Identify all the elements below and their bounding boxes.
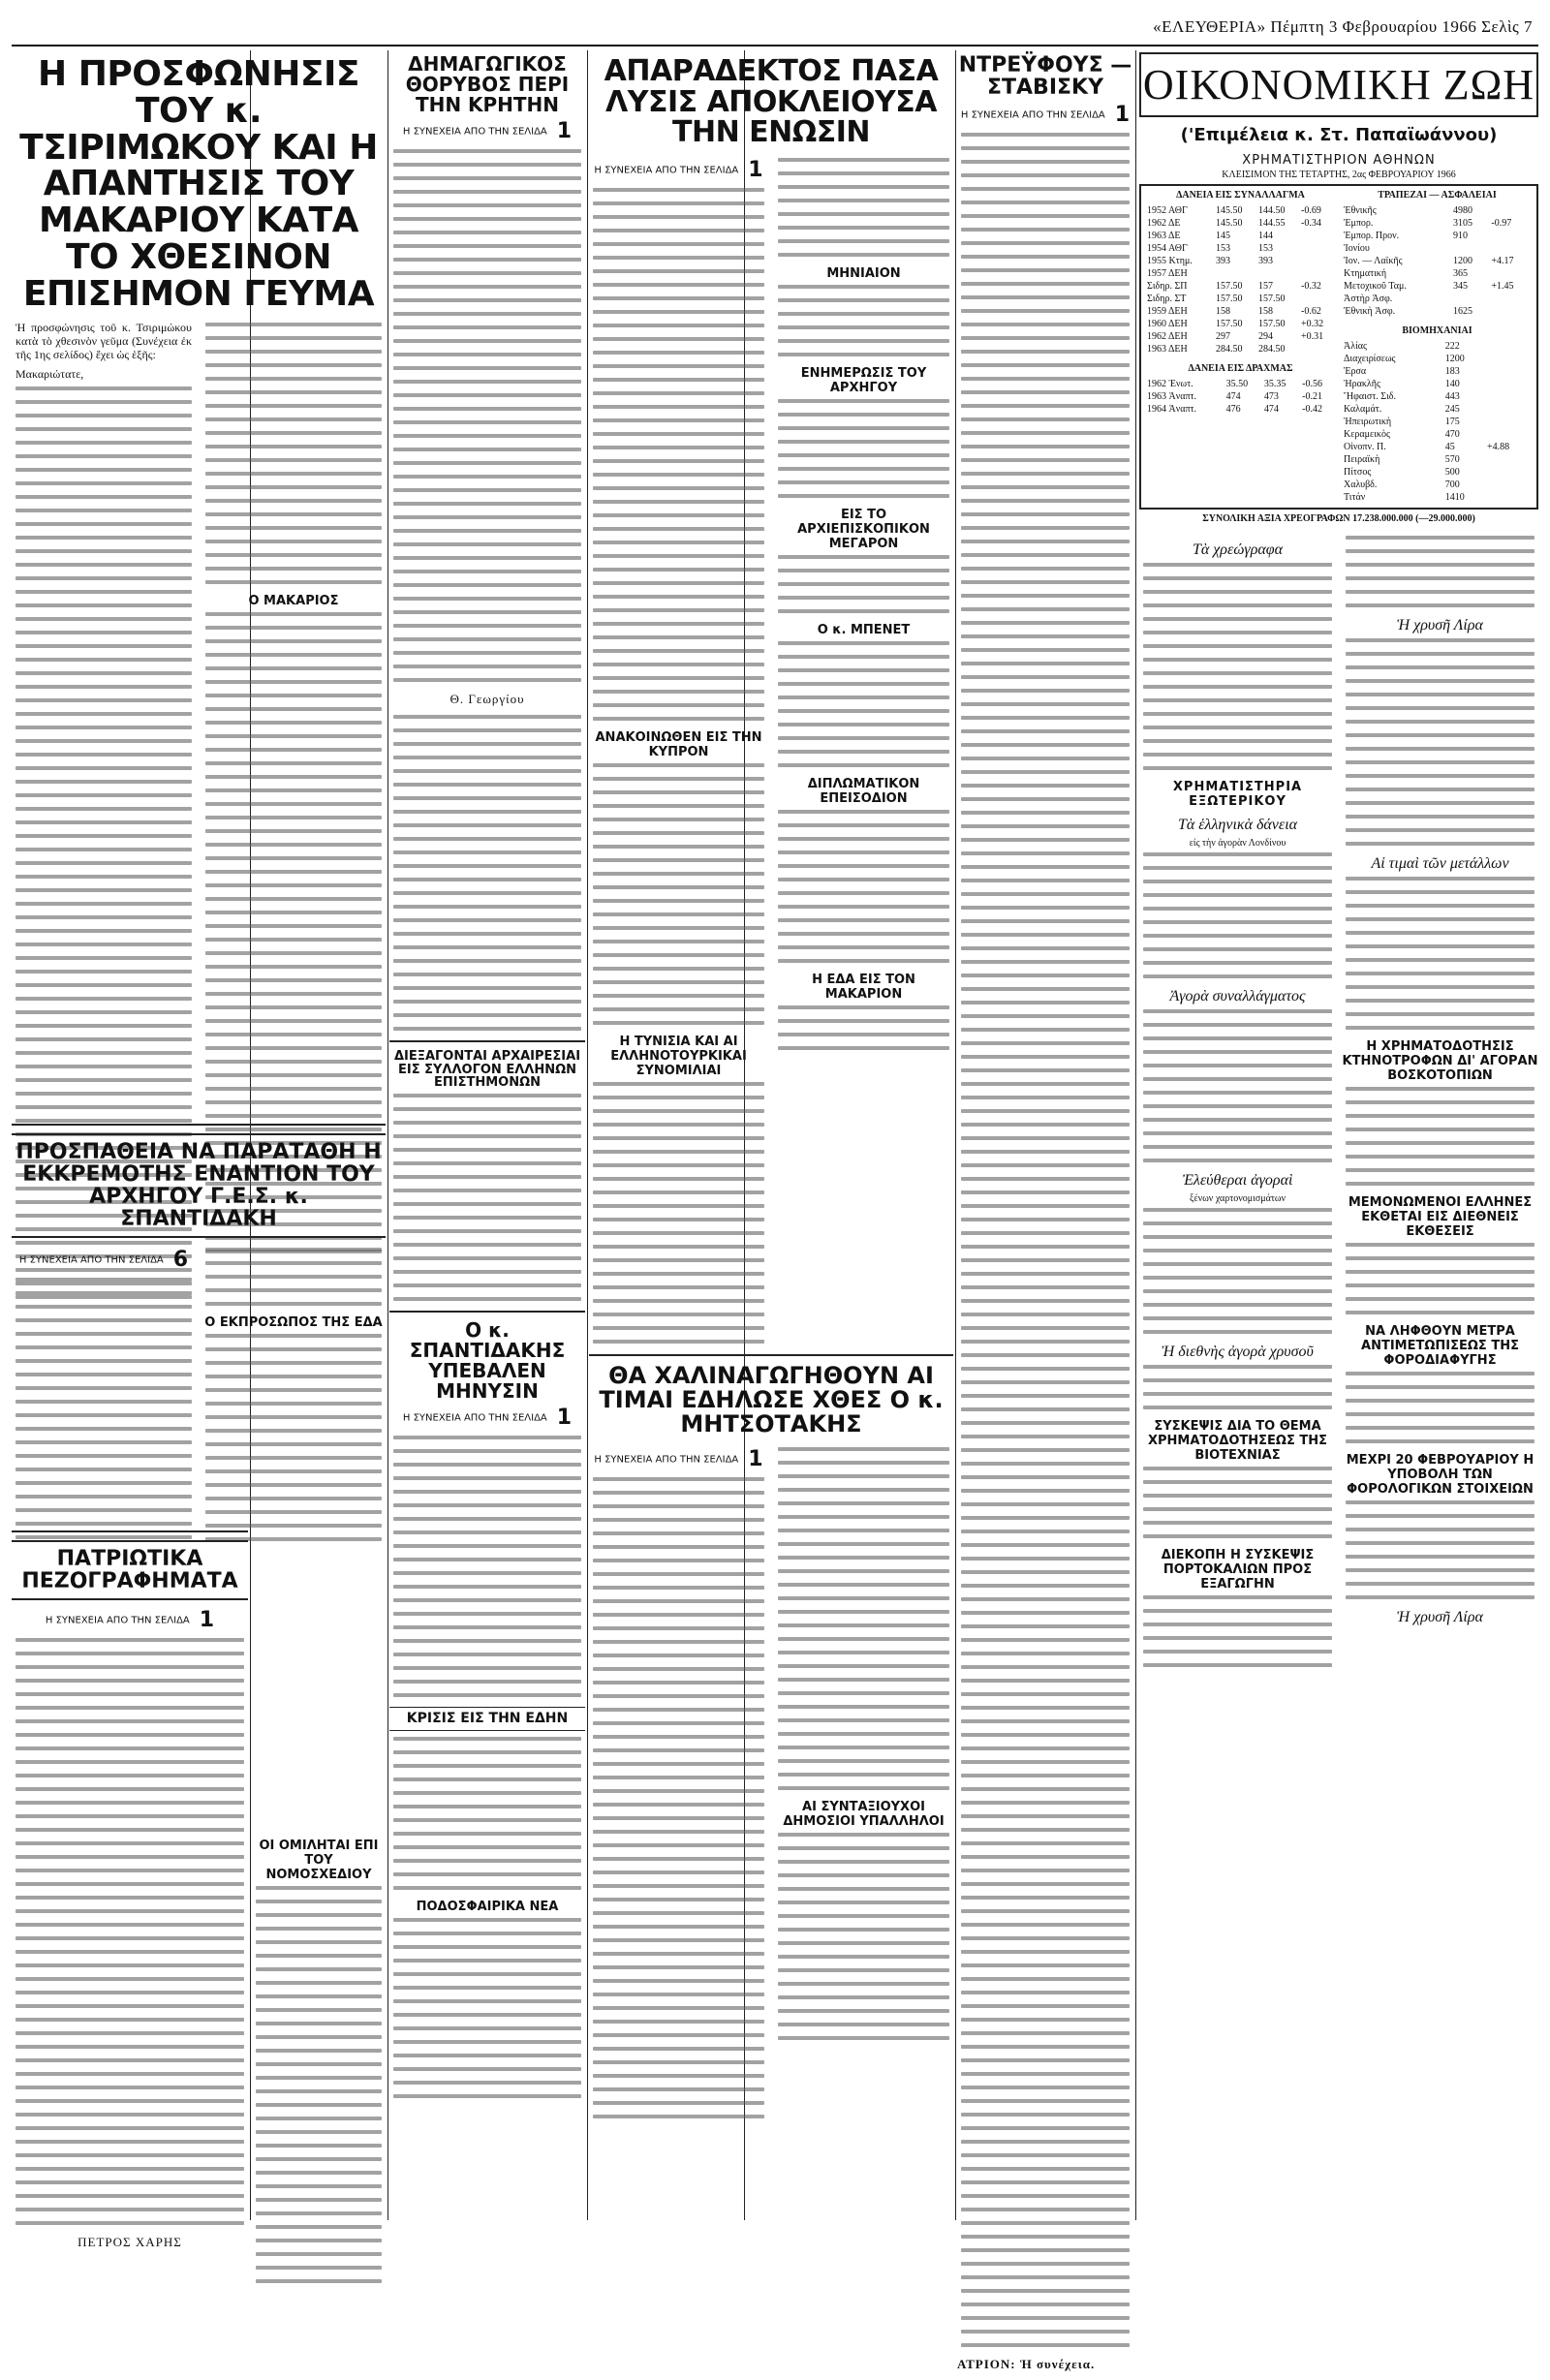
subheading: ΝΑ ΛΗΦΘΟΥΝ ΜΕΤΡΑ ΑΝΤΙΜΕΤΩΠΙΣΕΩΣ ΤΗΣ ΦΟΡΟΔΙΑΦΥΓΗΣ xyxy=(1361,1324,1519,1368)
table-cell: 35.50 xyxy=(1225,379,1249,389)
table-cell xyxy=(1485,491,1533,504)
table-cell: 45 xyxy=(1444,442,1455,452)
table-cell: 1963 ΔΕ xyxy=(1147,231,1181,241)
table-cell: 157.50 xyxy=(1258,294,1286,304)
table-cell: 145 xyxy=(1216,231,1231,241)
body-text xyxy=(1346,1372,1534,1443)
table-cell: 1964 Ἀναπτ. xyxy=(1147,404,1197,415)
to-be-continued: ΑΤΡΙΟΝ: Ἡ συνέχεια. xyxy=(957,2357,1096,2372)
body-text xyxy=(778,1833,949,2040)
body-text xyxy=(778,641,949,767)
table-row xyxy=(1342,491,1533,504)
loans-drachma-table xyxy=(1145,378,1336,416)
table-row xyxy=(1145,390,1336,403)
subheading-monthly: ΜΗΝΙΑΙΟΝ xyxy=(826,265,901,281)
subheading: ΜΕΜΟΝΩΜΕΝΟΙ ΕΛΛΗΝΕΣ ΕΚΘΕΤΑΙ ΕΙΣ ΔΙΕΘΝΕΙΣ ΕΚΘΕΣΕΙΣ xyxy=(1348,1195,1533,1239)
table-cell xyxy=(1451,293,1489,305)
table-row xyxy=(1342,217,1533,230)
author-signature: Θ. Γεωργίου xyxy=(450,692,525,706)
table-cell: 158 xyxy=(1258,306,1274,317)
body-text xyxy=(205,323,382,584)
table-cell: Σιδηρ. ΣΤ xyxy=(1147,294,1187,304)
table-cell: 1955 Κτημ. xyxy=(1147,256,1193,266)
table-cell: 1962 Ἑνωτ. xyxy=(1147,379,1194,389)
table-cell: -0.69 xyxy=(1301,205,1321,216)
table-row xyxy=(1342,441,1533,453)
table-cell xyxy=(1485,416,1533,428)
table-row xyxy=(1145,403,1336,416)
story-dreyfus xyxy=(957,50,1133,2380)
table-row xyxy=(1342,293,1533,305)
body-text xyxy=(1346,1243,1534,1314)
table-cell: 284.50 xyxy=(1216,344,1243,355)
table-cell: 294 xyxy=(1258,331,1274,342)
body-text xyxy=(961,133,1130,2347)
body-text xyxy=(778,1005,949,1050)
body-text xyxy=(1143,1208,1332,1334)
table-row xyxy=(1145,305,1336,318)
table-cell xyxy=(1489,242,1533,255)
table-row xyxy=(1342,378,1533,390)
table-row xyxy=(1342,365,1533,378)
body-text xyxy=(778,1447,949,1790)
table-row xyxy=(1342,479,1533,491)
table-cell: 1952 ΑΘΓ xyxy=(1147,205,1188,216)
table-row xyxy=(1145,204,1336,217)
table-row xyxy=(1342,453,1533,466)
table-cell xyxy=(1485,390,1533,403)
subheading-bennett: Ο κ. ΜΠΕΝΕΤ xyxy=(817,622,911,637)
body-text xyxy=(778,399,949,498)
subheading-football: ΠΟΔΟΣΦΑΙΡΙΚΑ ΝΕΑ xyxy=(416,1899,559,1914)
table-cell: 1962 ΔΕΗ xyxy=(1147,331,1188,342)
table-row xyxy=(1145,255,1336,267)
table-cell: Διαχειρίσεως xyxy=(1344,354,1396,364)
table-cell: 245 xyxy=(1444,404,1460,415)
table-cell: +0.31 xyxy=(1301,331,1324,342)
table-cell xyxy=(1299,242,1336,255)
body-text xyxy=(778,285,949,356)
table-row xyxy=(1145,378,1336,390)
table-cell: +4.17 xyxy=(1491,256,1514,266)
table-cell: 345 xyxy=(1453,281,1469,292)
table-row xyxy=(1342,242,1533,255)
table-cell: +4.88 xyxy=(1487,442,1510,452)
table-row xyxy=(1342,403,1533,416)
table-cell: Ἐμπορ. xyxy=(1344,218,1374,229)
table-cell: 144.50 xyxy=(1258,205,1286,216)
table-title: ΔΑΝΕΙΑ ΕΙΣ ΔΡΑΧΜΑΣ xyxy=(1188,363,1293,374)
table-cell: 157 xyxy=(1258,281,1274,292)
table-cell: Ἀστὴρ Ἀσφ. xyxy=(1344,294,1393,304)
body-text xyxy=(393,1737,581,1890)
table-row xyxy=(1342,204,1533,217)
table-cell xyxy=(1485,340,1533,353)
table-cell: Οἰνοπν. Π. xyxy=(1344,442,1386,452)
table-row xyxy=(1342,230,1533,242)
body-text xyxy=(593,1477,764,2118)
body-text xyxy=(393,149,581,682)
story-crete xyxy=(389,50,585,2108)
headline: Ο κ. ΣΠΑΝΤΙΔΑΚΗΣ ΥΠΕΒΑΛΕΝ ΜΗΝΥΣΙΝ xyxy=(409,1317,566,1403)
table-cell: 175 xyxy=(1444,417,1460,427)
table-cell: 157.50 xyxy=(1216,319,1243,329)
body-text xyxy=(1346,638,1534,846)
table-cell: 393 xyxy=(1216,256,1231,266)
table-cell: 3105 xyxy=(1453,218,1473,229)
table-cell: Ἡπειρωτικὴ xyxy=(1344,417,1392,427)
body-text xyxy=(1346,877,1534,1030)
table-cell: 500 xyxy=(1444,467,1460,478)
author-signature: ΠΕΤΡΟΣ ΧΑΡΗΣ xyxy=(78,2235,182,2250)
table-cell: -0.97 xyxy=(1491,218,1512,229)
table-title: ΒΙΟΜΗΧΑΝΙΑΙ xyxy=(1402,325,1472,336)
table-cell: Ἑρσα xyxy=(1344,366,1367,377)
table-cell: -0.34 xyxy=(1301,218,1321,229)
table-cell xyxy=(1299,255,1336,267)
table-cell: -0.21 xyxy=(1302,391,1322,402)
story-speakers xyxy=(252,1833,386,2293)
subheading: Ἡ διεθνὴς ἀγορὰ χρυσοῦ xyxy=(1162,1344,1314,1360)
table-cell: Ἥφαιστ. Σιδ. xyxy=(1344,391,1396,402)
body-text xyxy=(1346,1087,1534,1186)
loans-foreign-table xyxy=(1145,204,1336,355)
newspaper-page xyxy=(12,12,1538,2372)
table-cell: Ἡρακλῆς xyxy=(1344,379,1380,389)
table-row xyxy=(1145,280,1336,293)
body-text xyxy=(1143,1009,1332,1162)
body-text xyxy=(1143,1595,1332,1667)
body-text xyxy=(393,1918,581,2098)
table-cell: 144 xyxy=(1258,231,1274,241)
total-value: ΣΥΝΟΛΙΚΗ ΑΞΙΑ ΧΡΕΟΓΡΑΦΩΝ 17.238.000.000 (—29.000.000) xyxy=(1202,513,1475,524)
table-cell: Ἐμπορ. Προν. xyxy=(1344,231,1400,241)
table-cell: -0.32 xyxy=(1301,281,1321,292)
table-cell: 145.50 xyxy=(1216,218,1243,229)
table-row xyxy=(1342,416,1533,428)
subheading-briefing: ΕΝΗΜΕΡΩΣΙΣ ΤΟΥ ΑΡΧΗΓΟΥ xyxy=(800,365,927,395)
table-row xyxy=(1145,230,1336,242)
table-cell: 476 xyxy=(1225,404,1241,415)
continuation-label: Η ΣΥΝΕΧΕΙΑ ΑΠΟ ΤΗΝ ΣΕΛΙΔΑ 6 xyxy=(18,1248,189,1273)
body-text xyxy=(205,1334,382,1541)
table-row xyxy=(1145,242,1336,255)
body-text xyxy=(1346,1500,1534,1599)
table-cell: Ἀλίας xyxy=(1344,341,1367,352)
table-row xyxy=(1342,340,1533,353)
continuation-label: Η ΣΥΝΕΧΕΙΑ ΑΠΟ ΤΗΝ ΣΕΛΙΔΑ 1 xyxy=(45,1608,215,1633)
table-cell: 443 xyxy=(1444,391,1460,402)
table-cell: Πειραϊκὴ xyxy=(1344,454,1380,465)
table-cell: 157.50 xyxy=(1216,294,1243,304)
table-cell: 297 xyxy=(1216,331,1231,342)
table-cell xyxy=(1485,353,1533,365)
table-cell xyxy=(1485,378,1533,390)
table-title: ΤΡΑΠΕΖΑΙ — ΑΣΦΑΛΕΙΑΙ xyxy=(1378,190,1497,201)
subheading: ΜΕΧΡΙ 20 ΦΕΒΡΟΥΑΡΙΟΥ Η ΥΠΟΒΟΛΗ ΤΩΝ ΦΟΡΟΛΟΓΙΚΩΝ ΣΤΟΙΧΕΙΩΝ xyxy=(1346,1453,1534,1497)
subheading: Αἱ τιμαὶ τῶν μετάλλων xyxy=(1371,855,1509,872)
table-cell: 4980 xyxy=(1453,205,1473,216)
exchange-subtitle: ΚΛΕΙΣΙΜΟΝ ΤΗΣ ΤΕΤΑΡΤΗΣ, 2ας ΦΕΒΡΟΥΑΡΙΟΥ 1966 xyxy=(1222,170,1456,180)
table-row xyxy=(1342,255,1533,267)
subheading-eda-makarios: Η ΕΔΑ ΕΙΣ ΤΟΝ ΜΑΚΑΡΙΟΝ xyxy=(812,972,915,1002)
table-cell: Ἐθνικῆς xyxy=(1344,205,1377,216)
table-cell xyxy=(1214,267,1256,280)
table-cell xyxy=(1256,267,1299,280)
continuation-label: Η ΣΥΝΕΧΕΙΑ ΑΠΟ ΤΗΝ ΣΕΛΙΔΑ 1 xyxy=(402,119,573,143)
table-cell: Ἰον. — Λαϊκῆς xyxy=(1344,256,1403,266)
headline: ΠΑΤΡΙΩΤΙΚΑ ΠΕΖΟΓΡΑΦΗΜΑΤΑ xyxy=(12,1540,248,1600)
table-cell: Ἐθνικὴ Ἀσφ. xyxy=(1344,306,1396,317)
table-cell: Σιδηρ. ΣΠ xyxy=(1147,281,1188,292)
economic-section xyxy=(1139,50,1538,1677)
table-cell xyxy=(1489,267,1533,280)
body-text xyxy=(1143,563,1332,770)
table-cell: Κτηματική xyxy=(1344,268,1387,279)
table-cell xyxy=(1489,305,1533,318)
table-row xyxy=(1342,267,1533,280)
table-cell xyxy=(1485,365,1533,378)
table-cell: Ἰονίου xyxy=(1344,243,1370,254)
headline: ΔΙΕΞΑΓΟΝΤΑΙ ΑΡΧΑΙΡΕΣΙΑΙ ΕΙΣ ΣΥΛΛΟΓΟΝ ΕΛΛΗΝΩΝ ΕΠΙΣΤΗΜΟΝΩΝ xyxy=(393,1049,581,1091)
table-cell xyxy=(1485,479,1533,491)
body-text xyxy=(393,1436,581,1697)
table-row xyxy=(1145,330,1336,343)
continuation-label: Η ΣΥΝΕΧΕΙΑ ΑΠΟ ΤΗΝ ΣΕΛΙΔΑ 1 xyxy=(960,103,1131,128)
subheading: ΔΙΕΚΟΠΗ Η ΣΥΣΚΕΨΙΣ ΠΟΡΤΟΚΑΛΙΩΝ ΠΡΟΣ ΕΞΑΓΩΓΗΝ xyxy=(1161,1548,1315,1592)
table-cell: 144.55 xyxy=(1258,218,1286,229)
headline: Η ΠΡΟΣΦΩΝΗΣΙΣ ΤΟΥ κ. ΤΣΙΡΙΜΩΚΟΥ ΚΑΙ Η ΑΠΑΝΤΗΣΙΣ ΤΟΥ ΜΑΚΑΡΙΟΥ ΚΑΤΑ ΤΟ ΧΘΕΣΙΝΟΝ ΕΠΙΣΗΜΟΝ ΓΕΥΜΑ xyxy=(19,54,378,314)
table-row xyxy=(1145,267,1336,280)
section-editor: ('Επιμέλεια κ. Στ. Παπαϊωάννου) xyxy=(1180,125,1498,145)
banks-table xyxy=(1342,204,1533,318)
table-cell xyxy=(1489,230,1533,242)
table-cell: 474 xyxy=(1263,404,1279,415)
table-cell xyxy=(1299,343,1336,355)
table-cell: 1625 xyxy=(1453,306,1473,317)
headline: ΑΠΑΡΑΔΕΚΤΟΣ ΠΑΣΑ ΛΥΣΙΣ ΑΠΟΚΛΕΙΟΥΣΑ ΤΗΝ ΕΝΩΣΙΝ xyxy=(604,54,939,149)
table-cell: 700 xyxy=(1444,479,1460,490)
subheading: Ἀγορὰ συναλλάγματος xyxy=(1169,988,1306,1005)
subheading: εἰς τὴν ἀγορὰν Λονδίνου xyxy=(1189,838,1286,849)
table-cell: 1959 ΔΕΗ xyxy=(1147,306,1188,317)
table-row xyxy=(1342,280,1533,293)
subheading-pensioners: ΑΙ ΣΥΝΤΑΞΙΟΥΧΟΙ ΔΗΜΟΣΙΟΙ ΥΠΑΛΛΗΛΟΙ xyxy=(783,1799,945,1829)
body-text xyxy=(778,810,949,963)
table-cell xyxy=(1485,453,1533,466)
subheading-diplomatic: ΔΙΠΛΩΜΑΤΙΚΟΝ ΕΠΕΙΣΟΔΙΟΝ xyxy=(807,776,920,806)
table-cell: Κεραμεικὸς xyxy=(1344,429,1390,440)
subheading-cyprus: ΑΝΑΚΟΙΝΩΘΕΝ ΕΙΣ ΤΗΝ ΚΥΠΡΟΝ xyxy=(595,729,762,759)
table-cell: Καλαμάτ. xyxy=(1344,404,1382,415)
body-text xyxy=(593,188,764,721)
table-cell: 1957 ΔΕΗ xyxy=(1147,268,1188,279)
body-text xyxy=(1143,1467,1332,1538)
table-cell: 393 xyxy=(1258,256,1274,266)
table-row xyxy=(1145,293,1336,305)
exchange-tables xyxy=(1139,184,1538,510)
body-text xyxy=(16,1638,244,2225)
section-title: ΟΙΚΟΝΟΜΙΚΗ ΖΩΗ xyxy=(1139,52,1538,117)
story-patriotika xyxy=(12,1523,248,2258)
body-text xyxy=(1143,852,1332,978)
subheading-tunisia: Η ΤΥΝΙΣΙΑ ΚΑΙ ΑΙ ΕΛΛΗΝΟΤΟΥΡΚΙΚΑΙ ΣΥΝΟΜΙΛΙΑΙ xyxy=(610,1034,747,1078)
continuation-label: Η ΣΥΝΕΧΕΙΑ ΑΠΟ ΤΗΝ ΣΕΛΙΔΑ 1 xyxy=(402,1405,573,1430)
table-cell: 1200 xyxy=(1453,256,1473,266)
table-cell: 35.35 xyxy=(1263,379,1286,389)
body-text xyxy=(1143,1365,1332,1409)
body-text xyxy=(778,555,949,613)
table-cell: 140 xyxy=(1444,379,1460,389)
table-cell: 910 xyxy=(1453,231,1469,241)
table-row xyxy=(1342,466,1533,479)
table-cell: 153 xyxy=(1216,243,1231,254)
subheading: Τὰ χρεώγραφα xyxy=(1192,541,1284,558)
table-cell xyxy=(1451,242,1489,255)
table-cell: 1963 Ἀναπτ. xyxy=(1147,391,1197,402)
table-row xyxy=(1342,390,1533,403)
table-row xyxy=(1145,343,1336,355)
table-cell xyxy=(1299,230,1336,242)
body-text xyxy=(1346,536,1534,607)
continuation-label: Η ΣΥΝΕΧΕΙΑ ΑΠΟ ΤΗΝ ΣΕΛΙΔΑ 1 xyxy=(594,1446,763,1471)
headline: ΘΑ ΧΑΛΙΝΑΓΩΓΗΘΟΥΝ ΑΙ ΤΙΜΑΙ ΕΔΗΛΩΣΕ ΧΘΕΣ Ο κ. ΜΗΤΣΟΤΑΚΗΣ xyxy=(599,1362,944,1438)
column-rule xyxy=(1135,50,1136,2220)
story-mitsotakis xyxy=(589,1346,953,2128)
table-cell xyxy=(1485,403,1533,416)
table-cell: 570 xyxy=(1444,454,1460,465)
column-rule xyxy=(955,50,956,2220)
table-cell: +0.32 xyxy=(1301,319,1324,329)
table-cell: 153 xyxy=(1258,243,1274,254)
intro-text: Ἡ προσφώνησις τοῦ κ. Τσιριμώκου κατὰ τὸ χθεσινὸν γεῦμα (Συνέχεια ἐκ τῆς 1ης σελίδος) ἔχει ὡς ἑξῆς: xyxy=(16,320,192,361)
headline: ΔΗΜΑΓΩΓΙΚΟΣ ΘΟΡΥΒΟΣ ΠΕΡΙ ΤΗΝ ΚΡΗΤΗΝ xyxy=(405,52,570,116)
body-text xyxy=(593,763,764,1025)
table-cell: 284.50 xyxy=(1258,344,1286,355)
table-cell: 1963 ΔΕΗ xyxy=(1147,344,1188,355)
story-spantidakis-extension xyxy=(12,1116,386,1551)
table-cell: 1960 ΔΕΗ xyxy=(1147,319,1188,329)
subheading-makarios: Ο ΜΑΚΑΡΙΟΣ xyxy=(248,593,339,608)
table-cell: 158 xyxy=(1216,306,1231,317)
table-row xyxy=(1145,217,1336,230)
table-cell: 145.50 xyxy=(1216,205,1243,216)
table-cell: 222 xyxy=(1444,341,1460,352)
masthead xyxy=(12,12,1538,46)
table-cell xyxy=(1489,204,1533,217)
table-cell xyxy=(1299,267,1336,280)
subheading: Ἐλεύθεραι ἀγοραὶ xyxy=(1182,1172,1293,1189)
subheading-archbishop: ΕΙΣ ΤΟ ΑΡΧΙΕΠΙΣΚΟΠΙΚΟΝ ΜΕΓΑΡΟΝ xyxy=(797,507,930,551)
subheading: Ἡ χρυσῆ Λίρα xyxy=(1397,1609,1483,1625)
table-cell: -0.56 xyxy=(1302,379,1322,389)
table-cell: 1410 xyxy=(1444,492,1465,503)
table-cell: 473 xyxy=(1263,391,1279,402)
table-cell xyxy=(1489,293,1533,305)
issue-line: «ΕΛΕΥΘΕΡΙΑ» Πέμπτη 3 Φεβρουαρίου 1966 Σελὶς 7 xyxy=(1153,17,1533,36)
table-cell: 183 xyxy=(1444,366,1460,377)
table-title: ΔΑΝΕΙΑ ΕΙΣ ΣΥΝΑΛΛΑΓΜΑ xyxy=(1176,190,1305,201)
table-row xyxy=(1342,428,1533,441)
table-cell: -0.42 xyxy=(1302,404,1322,415)
table-cell xyxy=(1485,428,1533,441)
body-text xyxy=(393,715,581,1031)
subheading: ΣΥΣΚΕΨΙΣ ΔΙΑ ΤΟ ΘΕΜΑ ΧΡΗΜΑΤΟΔΟΤΗΣΕΩΣ ΤΗΣ ΒΙΟΤΕΧΝΙΑΣ xyxy=(1147,1419,1328,1463)
subheading: Ἡ χρυσῆ Λίρα xyxy=(1397,617,1483,634)
story-enosis xyxy=(589,50,953,1353)
table-cell: Τιτάν xyxy=(1344,492,1366,503)
subheading: Η ΧΡΗΜΑΤΟΔΟΤΗΣΙΣ ΚΤΗΝΟΤΡΟΦΩΝ ΔΙ' ΑΓΟΡΑΝ ΒΟΣΚΟΤΟΠΙΩΝ xyxy=(1342,1039,1538,1083)
headline: ΠΡΟΣΠΑΘΕΙΑ ΝΑ ΠΑΡΑΤΑΘΗ Η ΕΚΚΡΕΜΟΤΗΣ ΕΝΑΝΤΙΟΝ ΤΟΥ ΑΡΧΗΓΟΥ Γ.Ε.Σ. κ. ΣΠΑΝΤΙΔΑΚΗ xyxy=(12,1133,386,1238)
body-text xyxy=(593,1082,764,1344)
table-cell: +1.45 xyxy=(1491,281,1514,292)
table-cell: Μετοχικοῦ Ταμ. xyxy=(1344,281,1407,292)
salutation: Μακαριώτατε, xyxy=(16,366,84,381)
table-cell: 1200 xyxy=(1444,354,1465,364)
headline: ΚΡΙΣΙΣ ΕΙΣ ΤΗΝ ΕΔΗΝ xyxy=(389,1707,585,1731)
table-cell: 157.50 xyxy=(1216,281,1243,292)
table-cell: Χαλυβδ. xyxy=(1344,479,1378,490)
table-cell: 365 xyxy=(1453,268,1469,279)
subheading-speakers: ΟΙ ΟΜΙΛΗΤΑΙ ΕΠΙ ΤΟΥ ΝΟΜΟΣΧΕΔΙΟΥ xyxy=(259,1839,379,1882)
table-row xyxy=(1342,305,1533,318)
headline: ΝΤΡΕΫΦΟΥΣ — ΣΤΑΒΙΣΚΥ xyxy=(958,53,1132,101)
table-row xyxy=(1342,353,1533,365)
body-text xyxy=(256,1886,382,2283)
table-row xyxy=(1145,318,1336,330)
subheading: Τὰ ἑλληνικὰ δάνεια xyxy=(1177,817,1298,833)
continuation-label: Η ΣΥΝΕΧΕΙΑ ΑΠΟ ΤΗΝ ΣΕΛΙΔΑ 1 xyxy=(594,157,763,182)
table-cell: 1962 ΔΕ xyxy=(1147,218,1181,229)
table-cell: 470 xyxy=(1444,429,1460,440)
table-cell: 474 xyxy=(1225,391,1241,402)
table-cell: -0.62 xyxy=(1301,306,1321,317)
column-rule xyxy=(587,50,588,2220)
exchange-title: ΧΡΗΜΑΤΙΣΤΗΡΙΟΝ ΑΘΗΝΩΝ xyxy=(1242,153,1436,168)
table-cell xyxy=(1485,466,1533,479)
table-cell: 1954 ΑΘΓ xyxy=(1147,243,1188,254)
body-text xyxy=(16,1278,192,1539)
industries-table xyxy=(1342,340,1533,504)
subheading: ξένων χαρτονομισμάτων xyxy=(1190,1193,1286,1204)
subheading-eda: Ο ΕΚΠΡΟΣΩΠΟΣ ΤΗΣ ΕΔΑ xyxy=(204,1315,383,1331)
body-text xyxy=(393,1094,581,1301)
body-text xyxy=(778,158,949,257)
table-cell: Πίτσος xyxy=(1344,467,1372,478)
market-reports xyxy=(1139,534,1538,1677)
body-text xyxy=(205,1248,382,1306)
table-cell xyxy=(1299,293,1336,305)
table-cell: 157.50 xyxy=(1258,319,1286,329)
subheading: ΧΡΗΜΑΤΙΣΤΗΡΙΑ ΕΞΩΤΕΡΙΚΟΥ xyxy=(1172,780,1303,809)
